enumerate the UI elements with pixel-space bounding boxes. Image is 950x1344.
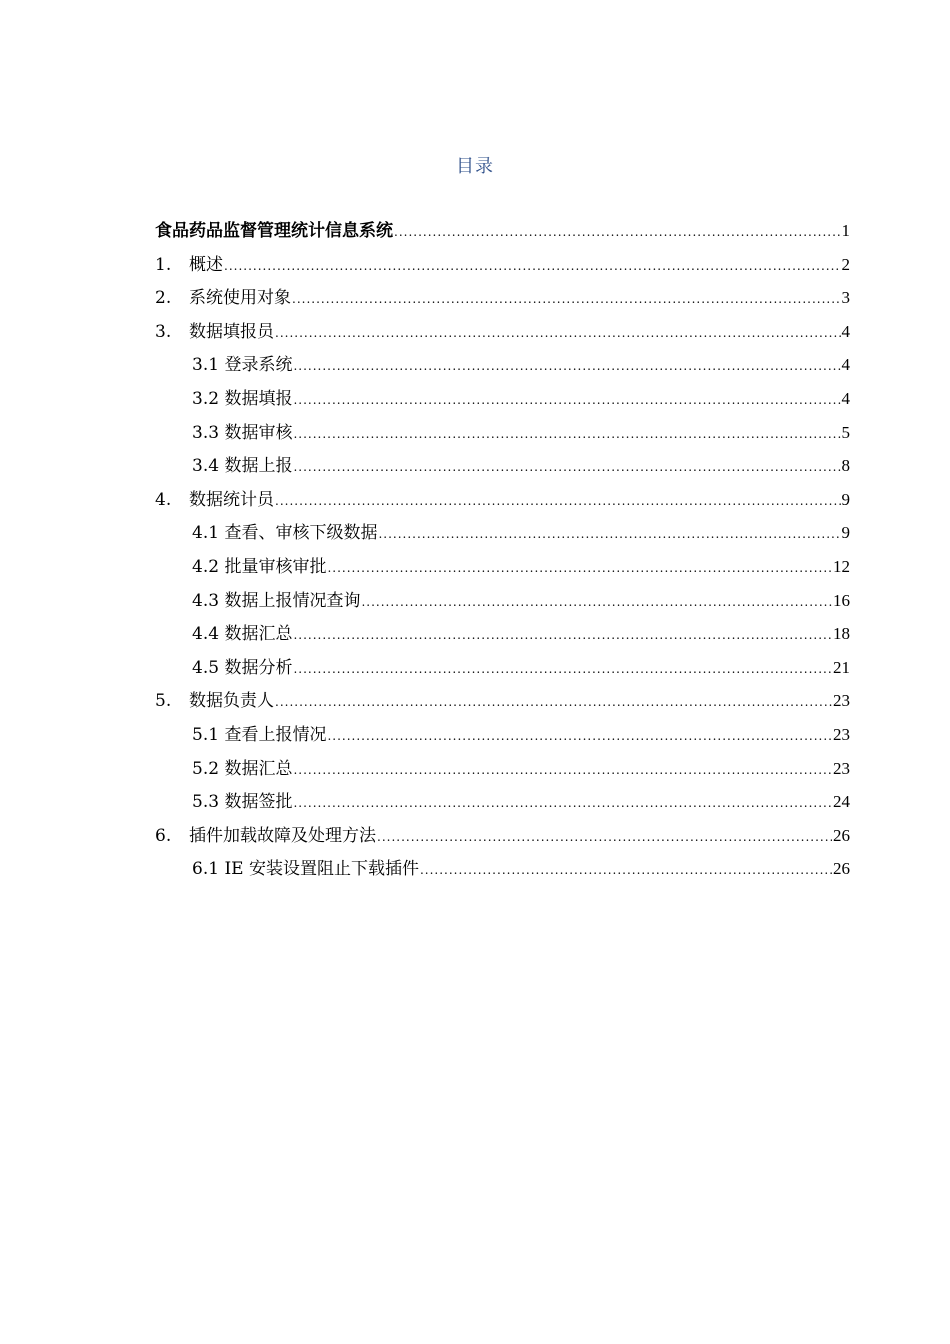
toc-entry-text: 3.3 数据审核 [192,422,293,443]
toc-entry-number: 6. [155,825,172,846]
toc-leader-dots [377,821,832,855]
toc-leader-dots [378,518,840,552]
toc-entry-3-1[interactable] [155,348,850,382]
toc-entry-2[interactable] [155,281,850,315]
toc-entry-text: 4.5 数据分析 [192,657,293,678]
toc-leader-dots [394,216,841,250]
toc-entry-text: 4.4 数据汇总 [192,624,293,645]
toc-entry-page: 3 [841,288,850,308]
toc-leader-dots [293,418,840,452]
toc-title: 目录 [456,156,494,177]
toc-entry-text: 3.4 数据上报 [192,456,293,477]
toc-leader-dots [361,586,832,620]
toc-entry-text: 数据填报员 [189,321,274,342]
toc-leader-dots [275,686,832,720]
toc-entry-3-4[interactable] [155,449,850,483]
toc-entry-number: 5. [155,691,172,712]
toc-entry-page: 23 [833,724,850,744]
toc-entry-page: 23 [833,691,850,711]
toc-entry-page: 24 [833,792,850,812]
toc-entry-text: 3.1 登录系统 [192,355,293,376]
toc-entry-4-3[interactable] [155,584,850,618]
toc-entry-4-5[interactable] [155,651,850,685]
toc-entry-4-4[interactable] [155,617,850,651]
toc-entry-page: 21 [833,657,850,677]
toc-entry-page: 2 [841,254,850,274]
toc-entry-text: 5.2 数据汇总 [192,758,293,779]
toc-entry-text: 插件加载故障及处理方法 [189,825,376,846]
toc-entry-text: 数据负责人 [189,691,274,712]
toc-entry-4-2[interactable] [155,550,850,584]
toc-entry-text: 概述 [189,254,223,275]
toc-entry-6-1[interactable] [155,852,850,886]
toc-entry-text: 4.3 数据上报情况查询 [192,590,361,611]
toc-entry-text: 3.2 数据填报 [192,388,293,409]
toc-entry-text: 6.1 IE 安装设置阻止下载插件 [192,859,419,880]
toc-entry-text: 4.2 批量审核审批 [192,556,327,577]
toc-entry-5[interactable] [155,684,850,718]
toc-entry-page: 1 [841,221,850,240]
toc-leader-dots [327,552,832,586]
toc-leader-dots [275,317,841,351]
toc-entry-text: 4.1 查看、审核下级数据 [192,523,378,544]
toc-leader-dots [293,653,832,687]
toc-entry-3[interactable] [155,315,850,349]
table-of-contents [155,214,850,886]
toc-entry-4-1[interactable] [155,516,850,550]
toc-entry-number: 2. [155,288,172,309]
toc-entry-page: 4 [841,388,850,408]
toc-entry-number: 3. [155,321,172,342]
toc-entry-5-3[interactable] [155,785,850,819]
toc-entry-text: 食品药品监督管理统计信息系统 [155,221,393,241]
toc-entry-4[interactable] [155,483,850,517]
toc-leader-dots [293,350,840,384]
toc-entry-5-1[interactable] [155,718,850,752]
toc-leader-dots [293,384,840,418]
toc-entry-text: 系统使用对象 [189,288,291,309]
toc-leader-dots [327,720,832,754]
toc-leader-dots [293,619,832,653]
toc-leader-dots [292,283,841,317]
toc-entry-page: 5 [841,422,850,442]
toc-entry-number: 1. [155,254,172,275]
toc-leader-dots [293,754,832,788]
toc-entry-page: 8 [841,456,850,476]
toc-entry-page: 26 [833,825,850,845]
toc-entry-5-2[interactable] [155,752,850,786]
toc-entry-page: 26 [833,859,850,879]
toc-entry-page: 4 [841,355,850,375]
toc-entry-page: 18 [833,624,850,644]
toc-entry-text: 5.3 数据签批 [192,792,293,813]
toc-entry-page: 12 [833,556,850,576]
toc-entry-number: 4. [155,489,172,510]
toc-entry-6[interactable] [155,819,850,853]
toc-entry-main-title[interactable] [155,214,850,248]
toc-entry-page: 9 [841,489,850,509]
toc-entry-3-2[interactable] [155,382,850,416]
toc-leader-dots [275,485,841,519]
toc-entry-page: 23 [833,758,850,778]
toc-leader-dots [293,451,840,485]
toc-entry-text: 5.1 查看上报情况 [192,724,327,745]
toc-leader-dots [224,250,841,284]
toc-entry-text: 数据统计员 [189,489,274,510]
toc-leader-dots [293,787,832,821]
toc-entry-page: 9 [841,523,850,543]
toc-entry-3-3[interactable] [155,416,850,450]
toc-entry-1[interactable] [155,248,850,282]
toc-leader-dots [420,854,832,888]
toc-entry-page: 4 [841,321,850,341]
toc-entry-page: 16 [833,590,850,610]
